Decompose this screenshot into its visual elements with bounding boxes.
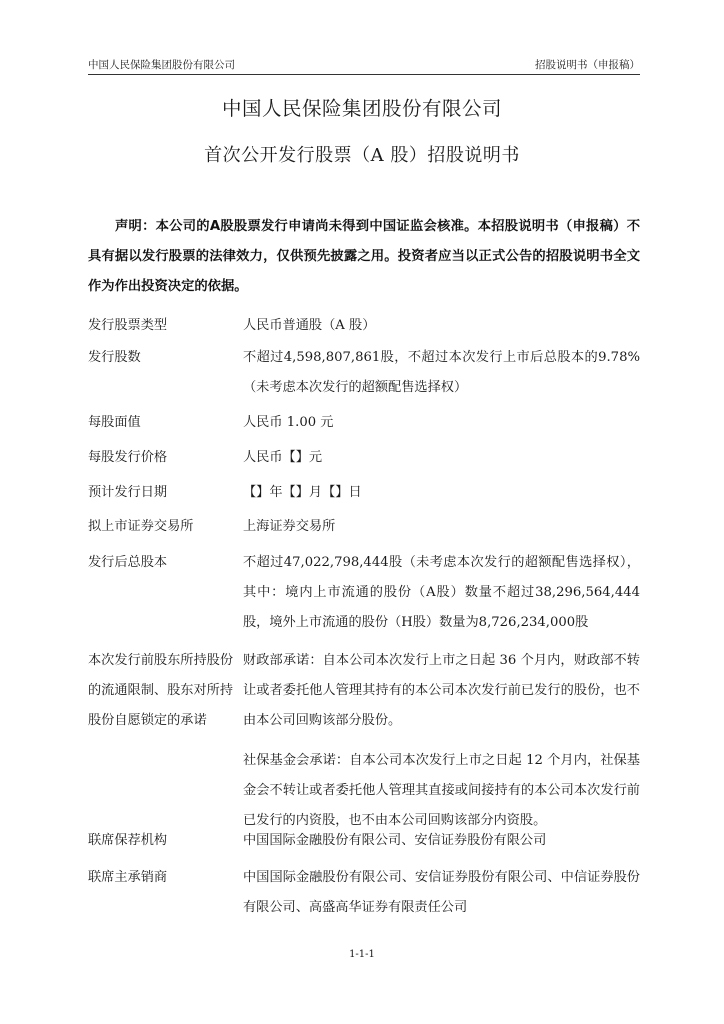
info-value-paragraph: 社保基金会承诺：自本公司本次发行上市之日起 12 个月内，社保基金会不转让或者委托他人管理其直接或间接持有的本公司本次发行前已发行的内资股，也不由本公司回购该部分内资股。 bbox=[243, 753, 640, 828]
info-label: 拟上市证券交易所 bbox=[88, 519, 194, 534]
info-label: 每股面值 bbox=[88, 415, 141, 430]
header-company-name: 中国人民保险集团股份有限公司 bbox=[88, 59, 235, 71]
disclaimer-statement: 声明：本公司的A股股票发行申请尚未得到中国证监会核准。本招股说明书（申报稿）不具有据以发行股票的法律效力，仅供预先披露之用。投资者应当以正式公告的招股说明书全文作为作出投资决定的依据。 bbox=[88, 219, 640, 294]
info-value: 上海证券交易所 bbox=[243, 519, 336, 534]
info-value-paragraph: 财政部承诺：自本公司本次发行上市之日起 36 个月内，财政部不转让或者委托他人管理其持有的本公司本次发行前已发行的股份，也不由本公司回购该部分股份。 bbox=[243, 653, 640, 728]
info-label: 联席保荐机构 bbox=[88, 833, 168, 848]
info-value: 人民币【】元 bbox=[243, 450, 323, 465]
info-value: 【】年【】月【】日 bbox=[243, 485, 362, 500]
info-label: 每股发行价格 bbox=[88, 450, 168, 465]
info-label: 联席主承销商 bbox=[88, 870, 168, 885]
document-subtitle: 首次公开发行股票（A 股）招股说明书 bbox=[204, 145, 520, 166]
info-label: 预计发行日期 bbox=[88, 485, 168, 500]
page-header bbox=[88, 56, 640, 75]
page-number: 1-1-1 bbox=[349, 949, 375, 960]
info-value: 不超过4,598,807,861股，不超过本次发行上市后总股本的9.78%（未考虑本次发行的超额配售选择权） bbox=[243, 350, 640, 395]
info-value bbox=[243, 646, 640, 836]
info-label: 发行后总股本 bbox=[88, 555, 168, 570]
header-document-type: 招股说明书（申报稿） bbox=[535, 59, 640, 71]
info-value: 中国国际金融股份有限公司、安信证券股份有限公司 bbox=[243, 833, 547, 848]
info-label: 发行股票类型 bbox=[88, 318, 168, 333]
info-value: 不超过47,022,798,444股（未考虑本次发行的超额配售选择权），其中：境内上市流通的股份（A股）数量不超过38,296,564,444股，境外上市流通的股份（H股）数量为8,726,234,000股 bbox=[243, 555, 640, 630]
info-label: 发行股数 bbox=[88, 350, 141, 365]
info-value: 人民币 1.00 元 bbox=[243, 415, 334, 430]
info-value: 中国国际金融股份有限公司、安信证券股份有限公司、中信证券股份有限公司、高盛高华证券有限责任公司 bbox=[243, 870, 640, 915]
document-title: 中国人民保险集团股份有限公司 bbox=[221, 97, 502, 120]
info-value: 人民币普通股（A 股） bbox=[243, 318, 376, 333]
info-label: 本次发行前股东所持股份的流通限制、股东对所持股份自愿锁定的承诺 bbox=[88, 653, 234, 728]
